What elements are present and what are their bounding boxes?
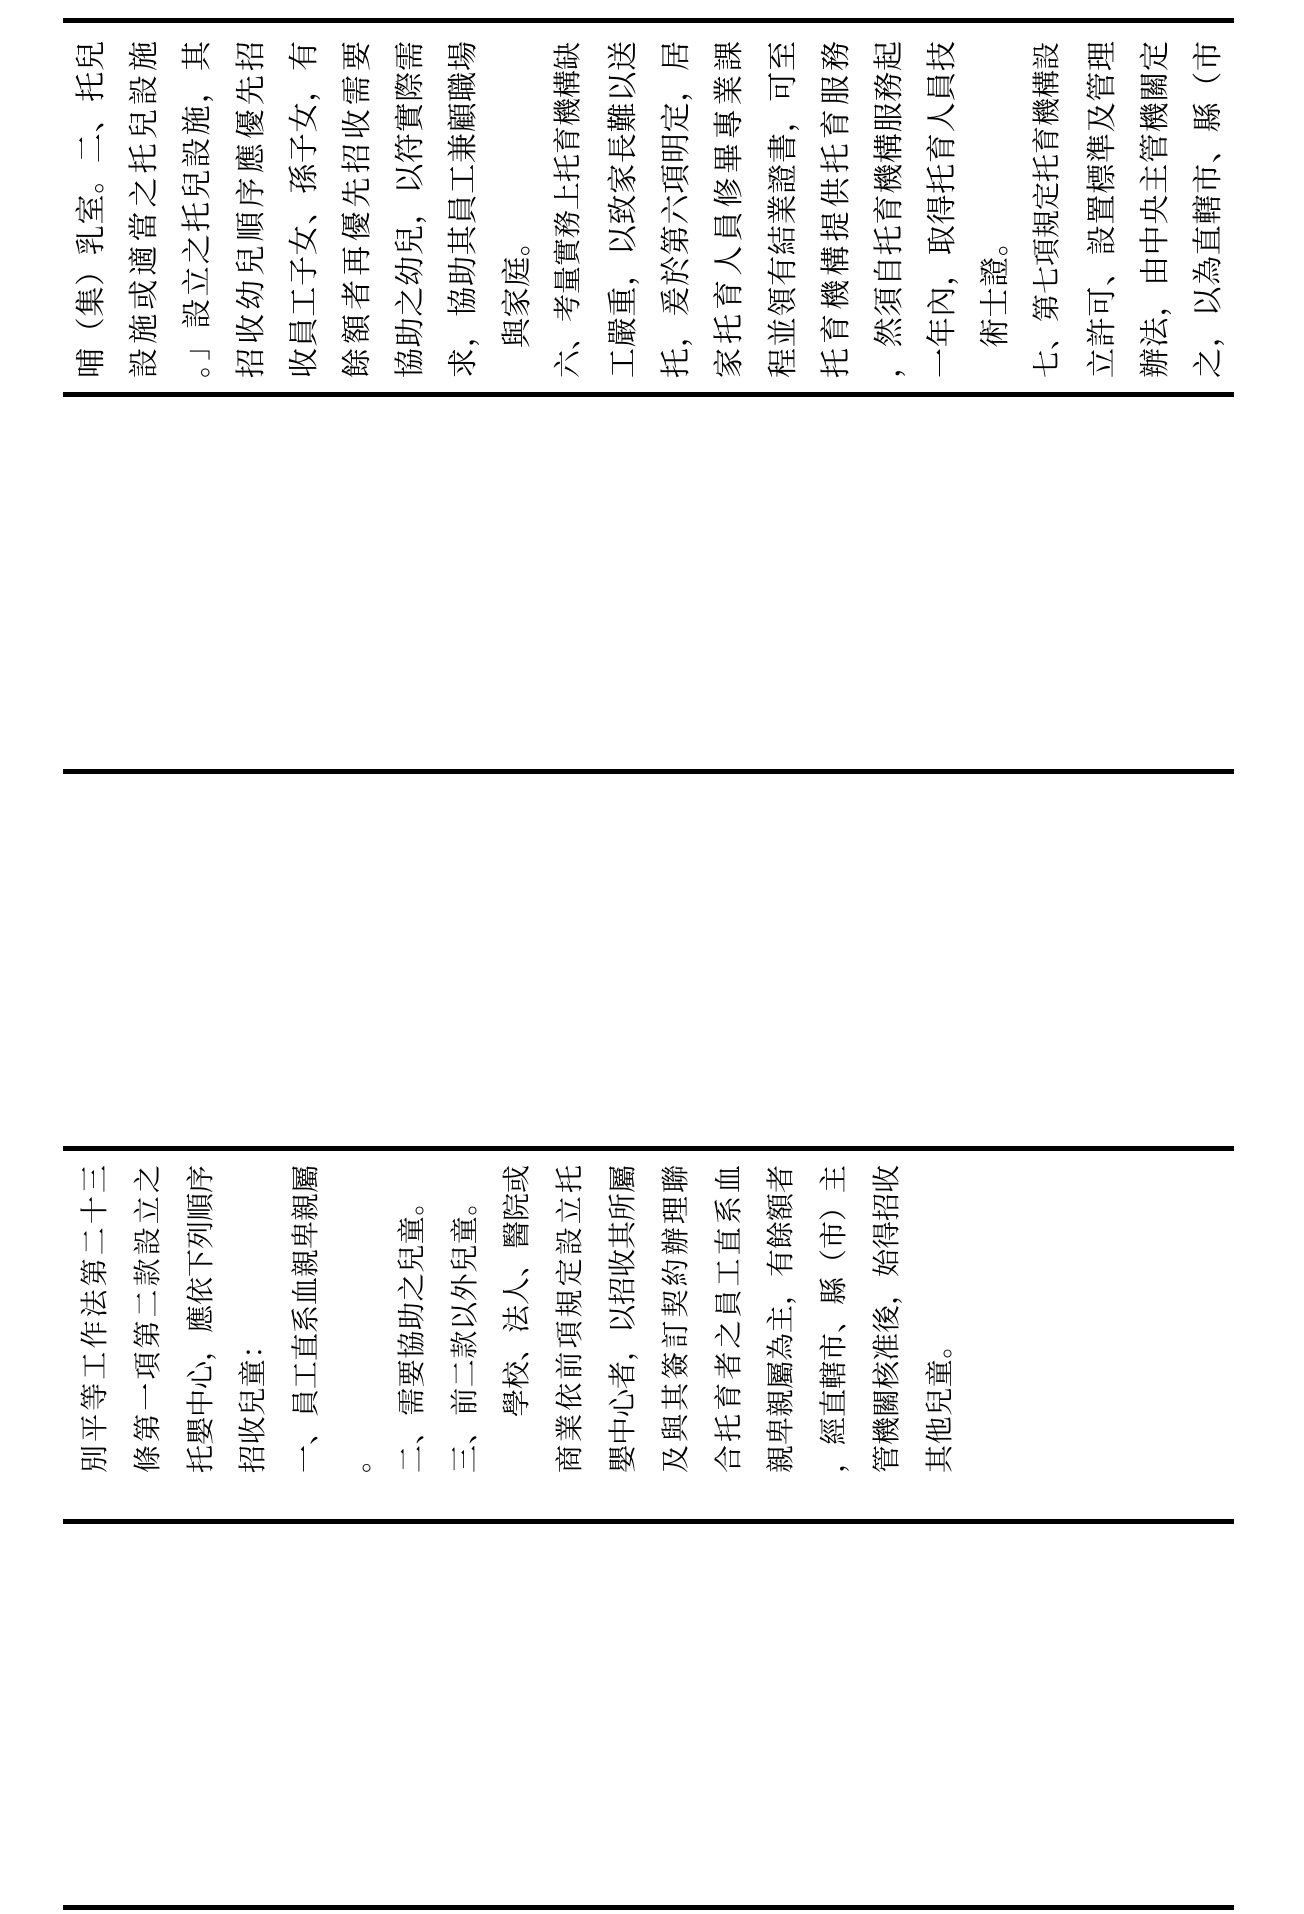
text-line: 及與其簽訂契約辦理聯 <box>660 1165 692 1473</box>
text-line: 三、前二款以外兒童。 <box>449 1186 481 1473</box>
text-line: 托，爰於第六項明定，居 <box>660 41 694 378</box>
text-line: ，然須自托育機構服務起 <box>873 41 906 378</box>
text-line: 與家庭。 <box>500 225 534 348</box>
text-line: 二、需要協助之兒童。 <box>396 1186 428 1473</box>
text-line: 別平等工作法第二十三 <box>80 1165 111 1473</box>
text-line: 哺（集）乳室。二、托兒 <box>75 41 108 378</box>
text-line: 之，以為直轄市、縣（市 <box>1192 41 1226 378</box>
text-line: 收員工子女、孫子女，有 <box>287 41 321 378</box>
text-line: 立許可、設置標準及管理 <box>1085 41 1119 378</box>
text-line: 親卑親屬為主，有餘額者 <box>766 1164 798 1473</box>
text-line: 合托育者之員工直系血 <box>713 1165 745 1473</box>
text-line: 設施或適當之托兒設施 <box>128 41 162 378</box>
text-line: 工嚴重，以致家長難以送 <box>607 41 640 378</box>
text-line: 術士證。 <box>979 225 1013 348</box>
text-line: 程並領有結業證書，可至 <box>766 41 800 378</box>
table-column-rule-3 <box>63 1146 1234 1151</box>
table-column-rule-1 <box>63 1905 1234 1910</box>
text-line: 協助之幼兒，以符實際需 <box>394 41 428 378</box>
text-line: 管機關核准後，始得招收 <box>872 1164 903 1473</box>
text-line: 。 <box>344 1444 375 1473</box>
text-line: 一、員工直系血親卑親屬 <box>291 1164 323 1473</box>
text-line: 條第一項第二款設立之 <box>132 1165 164 1473</box>
text-line: ，經直轄市、縣（市）主 <box>819 1164 851 1473</box>
text-line: 餘額者再優先招收需要 <box>341 41 374 378</box>
text-line: 學校、法人、醫院或 <box>502 1164 534 1417</box>
text-line: 求，協助其員工兼顧職場 <box>447 41 481 378</box>
text-line: 托嬰中心，應依下列順序 <box>185 1164 217 1473</box>
text-line: 招收幼兒順序應優先招 <box>234 41 268 378</box>
text-line: 六、考量實務上托育機構缺 <box>552 41 584 378</box>
text-line: 招收兒童： <box>238 1329 270 1473</box>
table-column-rule-2 <box>63 1519 1234 1524</box>
text-line: 辦法，由中央主管機關定 <box>1139 41 1172 378</box>
text-line: 家托育人員修畢專業課 <box>713 41 747 378</box>
table-column-rule-5 <box>63 392 1234 397</box>
text-line: 商業依前項規定設立托 <box>555 1165 587 1473</box>
text-line: 嬰中心者，以招收其所屬 <box>608 1164 639 1473</box>
text-line: 。」設立之托兒設施，其 <box>181 41 215 378</box>
text-line: 其他兒童。 <box>924 1329 956 1473</box>
table-column-rule-6 <box>63 18 1234 23</box>
text-line: 一年內，取得托育人員技 <box>926 41 960 378</box>
text-line: 七、第七項規定托育機構設 <box>1031 41 1063 378</box>
text-line: 托育機構提供托育服務 <box>819 41 853 378</box>
table-column-rule-4 <box>63 769 1234 774</box>
